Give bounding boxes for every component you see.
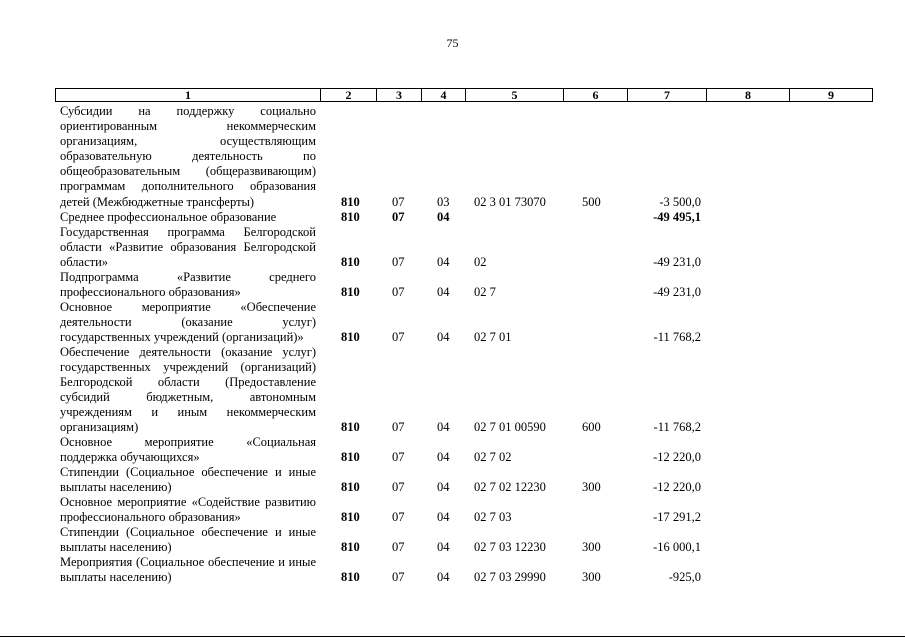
header-col-6: 6: [564, 89, 628, 101]
row-description: Мероприятия (Социальное обеспечение и иные выплаты населению): [60, 555, 316, 585]
row-description: Стипендии (Социальное обеспечение и иные выплаты населению): [60, 525, 316, 555]
row-col3: 07: [392, 509, 405, 524]
row-col2: 810: [341, 284, 360, 299]
header-col-8: 8: [707, 89, 790, 101]
row-col5: 02 3 01 73070: [474, 194, 546, 209]
row-col3: 07: [392, 209, 405, 224]
header-col-3: 3: [377, 89, 422, 101]
table-row: [0, 104, 905, 210]
row-col3: 07: [392, 569, 405, 584]
row-col5: 02 7 01 00590: [474, 419, 546, 434]
row-description: Основное мероприятие «Содействие развитию профессионального образования»: [60, 495, 316, 525]
row-col2: 810: [341, 194, 360, 209]
table-row: [0, 300, 905, 345]
row-col7: -925,0: [668, 569, 701, 584]
row-col3: 07: [392, 284, 405, 299]
row-col3: 07: [392, 419, 405, 434]
table-row: [0, 210, 905, 225]
row-col7: -49 231,0: [653, 284, 701, 299]
row-col6: 300: [582, 569, 601, 584]
row-col3: 07: [392, 449, 405, 464]
row-col2: 810: [341, 419, 360, 434]
row-col3: 07: [392, 479, 405, 494]
table-row: [0, 435, 905, 465]
row-col4: 04: [437, 284, 450, 299]
row-col5: 02 7 02: [474, 449, 512, 464]
row-col7: -3 500,0: [659, 194, 701, 209]
row-col4: 04: [437, 419, 450, 434]
row-col3: 07: [392, 254, 405, 269]
row-col4: 04: [437, 539, 450, 554]
row-description: Подпрограмма «Развитие среднего профессионального образования»: [60, 270, 316, 300]
row-col5: 02 7 03: [474, 509, 512, 524]
row-description: Среднее профессиональное образование: [60, 210, 277, 224]
row-col4: 04: [437, 569, 450, 584]
row-col3: 07: [392, 539, 405, 554]
header-col-5: 5: [466, 89, 564, 101]
row-col3: 07: [392, 194, 405, 209]
table-row: [0, 525, 905, 555]
row-col5: 02 7 03 12230: [474, 539, 546, 554]
row-col7: -49 231,0: [653, 254, 701, 269]
header-col-4: 4: [422, 89, 466, 101]
row-col2: 810: [341, 479, 360, 494]
row-col5: 02 7 01: [474, 329, 512, 344]
page-number: 75: [446, 36, 459, 50]
page-bottom-border: [0, 636, 905, 637]
row-col4: 04: [437, 254, 450, 269]
row-col6: 600: [582, 419, 601, 434]
row-description: Субсидии на поддержку социально ориентированным некоммерческим организациям, осуществляющим образовательную деятельность по общеобразовательным (общеразвивающим) программам дополнительного образования детей (Межбюджетные трансферты): [60, 104, 316, 209]
row-col7: -11 768,2: [653, 419, 701, 434]
row-col7: -49 495,1: [653, 209, 701, 224]
row-col2: 810: [341, 254, 360, 269]
row-col5: 02: [474, 254, 487, 269]
row-col5: 02 7 03 29990: [474, 569, 546, 584]
header-col-9: 9: [828, 88, 834, 102]
row-col2: 810: [341, 329, 360, 344]
row-col2: 810: [341, 449, 360, 464]
row-col5: 02 7: [474, 284, 496, 299]
row-description: Стипендии (Социальное обеспечение и иные выплаты населению): [60, 465, 316, 495]
header-col-7: 7: [628, 89, 707, 101]
table-row: [0, 345, 905, 435]
header-col-2: 2: [321, 89, 377, 101]
table-row: [0, 270, 905, 300]
row-col4: 04: [437, 209, 450, 224]
row-col7: -12 220,0: [653, 479, 701, 494]
row-col2: 810: [341, 209, 360, 224]
row-col2: 810: [341, 509, 360, 524]
row-col2: 810: [341, 569, 360, 584]
table-row: [0, 495, 905, 525]
table-row: [0, 465, 905, 495]
row-description: Государственная программа Белгородской области «Развитие образования Белгородской области»: [60, 225, 316, 270]
row-col6: 300: [582, 479, 601, 494]
row-col4: 04: [437, 509, 450, 524]
row-description: Основное мероприятие «Социальная поддержка обучающихся»: [60, 435, 316, 465]
row-description: Основное мероприятие «Обеспечение деятельности (оказание услуг) государственных учреждений (организаций)»: [60, 300, 316, 345]
row-description: Обеспечение деятельности (оказание услуг) государственных учреждений (организаций) Белгородской области (Предоставление субсидий бюджетным, автономным учреждениям и иным некоммерческим организациям): [60, 345, 316, 435]
row-col7: -11 768,2: [653, 329, 701, 344]
row-col4: 04: [437, 329, 450, 344]
row-col6: 300: [582, 539, 601, 554]
row-col4: 04: [437, 479, 450, 494]
row-col2: 810: [341, 539, 360, 554]
row-col4: 03: [437, 194, 450, 209]
row-col7: -17 291,2: [653, 509, 701, 524]
row-col6: 500: [582, 194, 601, 209]
row-col3: 07: [392, 329, 405, 344]
table-row: [0, 225, 905, 270]
row-col7: -12 220,0: [653, 449, 701, 464]
table-row: [0, 555, 905, 585]
header-col-1: 1: [56, 89, 321, 101]
row-col7: -16 000,1: [653, 539, 701, 554]
row-col4: 04: [437, 449, 450, 464]
row-col5: 02 7 02 12230: [474, 479, 546, 494]
